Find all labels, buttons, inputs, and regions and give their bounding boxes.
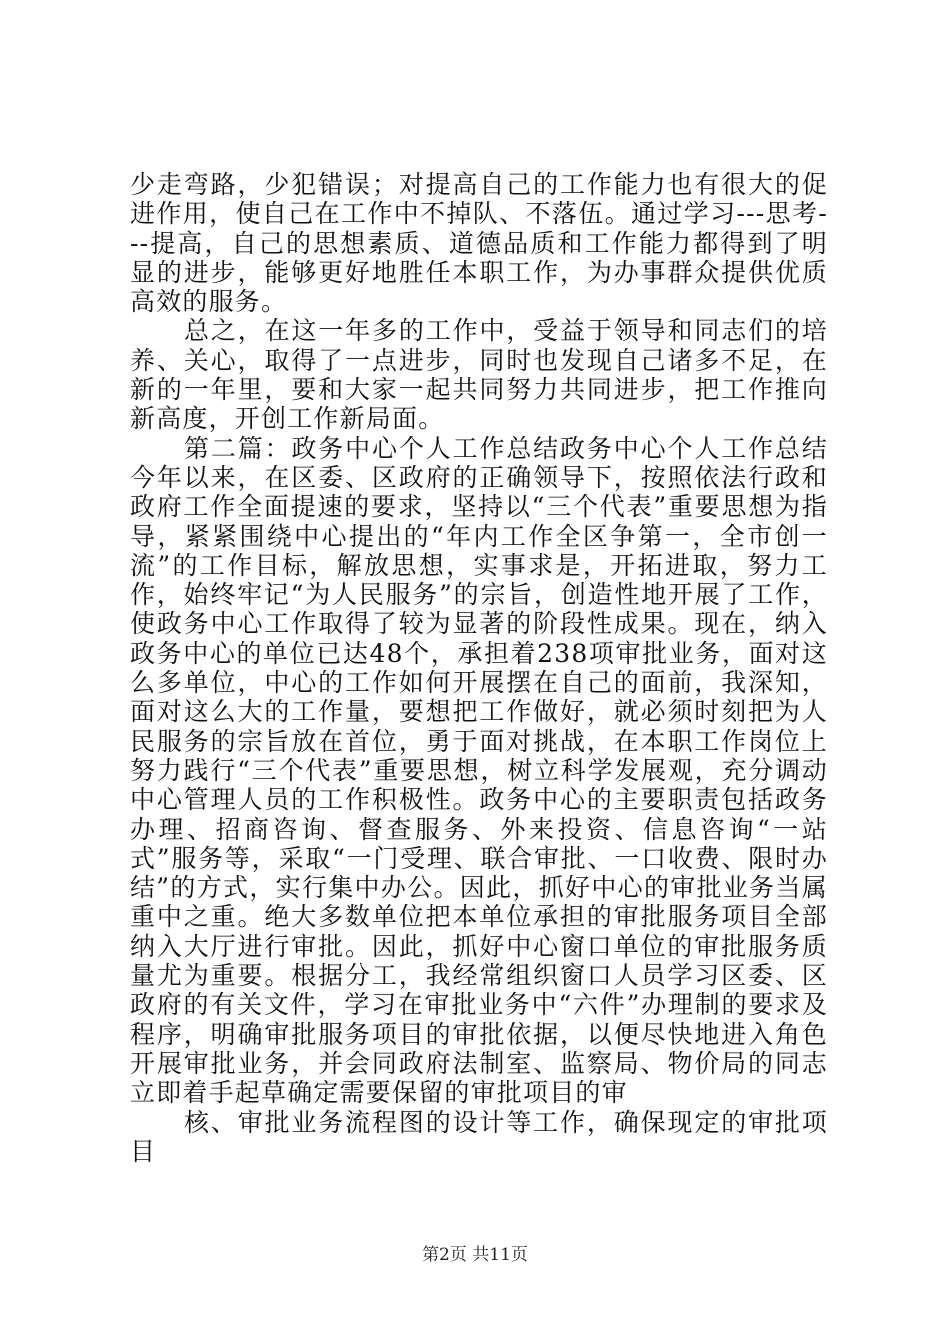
paragraph-2: 总之，在这一年多的工作中，受益于领导和同志们的培养、关心，取得了一点进步，同时也发现自己诸多不足，在新的一年里，要和大家一起共同努力共同进步，把工作推向新高度，开创工作新局面。 (130, 316, 828, 434)
page-footer (0, 1244, 950, 1266)
paragraph-1: 少走弯路，少犯错误；对提高自己的工作能力也有很大的促进作用，使自己在工作中不掉队、不落伍。通过学习---思考---提高，自己的思想素质、道德品质和工作能力都得到了明显的进步，能够更好地胜任本职工作，为办事群众提供优质高效的服务。 (130, 170, 828, 317)
paragraph-3: 第二篇：政务中心个人工作总结政务中心个人工作总结今年以来，在区委、区政府的正确领导下，按照依法行政和政府工作全面提速的要求，坚持以“三个代表”重要思想为指导，紧紧围绕中心提出的“年内工作全区争第一，全市创一流”的工作目标，解放思想，实事求是，开拓进取，努力工作，始终牢记“为人民服务”的宗旨，创造性地开展了工作，使政务中心工作取得了较为显著的阶段性成果。现在，纳入政务中心的单位已达48个，承担着238项审批业务，面对这么多单位，中心的工作如何开展摆在自己的面前，我深知，面对这么大的工作量，要想把工作做好，就必须时刻把为人民服务的宗旨放在首位，勇于面对挑战，在本职工作岗位上努力践行“三个代表”重要思想，树立科学发展观，充分调动中心管理人员的工作积极性。政务中心的主要职责包括政务办理、招商咨询、督查服务、外来投资、信息咨询“一站式”服务等，采取“一门受理、联合审批、一口收费、限时办结”的方式，实行集中办公。因此，抓好中心的审批业务当属重中之重。绝大多数单位把本单位承担的审批服务项目全部纳入大厅进行审批。因此，抓好中心窗口单位的审批服务质量尤为重要。根据分工，我经常组织窗口人员学习区委、区政府的有关文件，学习在审批业务中“六件”办理制的要求及程序，明确审批服务项目的审批依据，以便尽快地进入角色开展审批业务，并会同政府法制室、监察局、物价局的同志立即着手起草确定需要保留的审批项目的审 (130, 433, 828, 1108)
document-body (130, 170, 828, 1166)
paragraph-4: 核、审批业务流程图的设计等工作，确保现定的审批项目 (130, 1107, 828, 1166)
page-number: 第2页 共11页 (422, 1245, 528, 1265)
